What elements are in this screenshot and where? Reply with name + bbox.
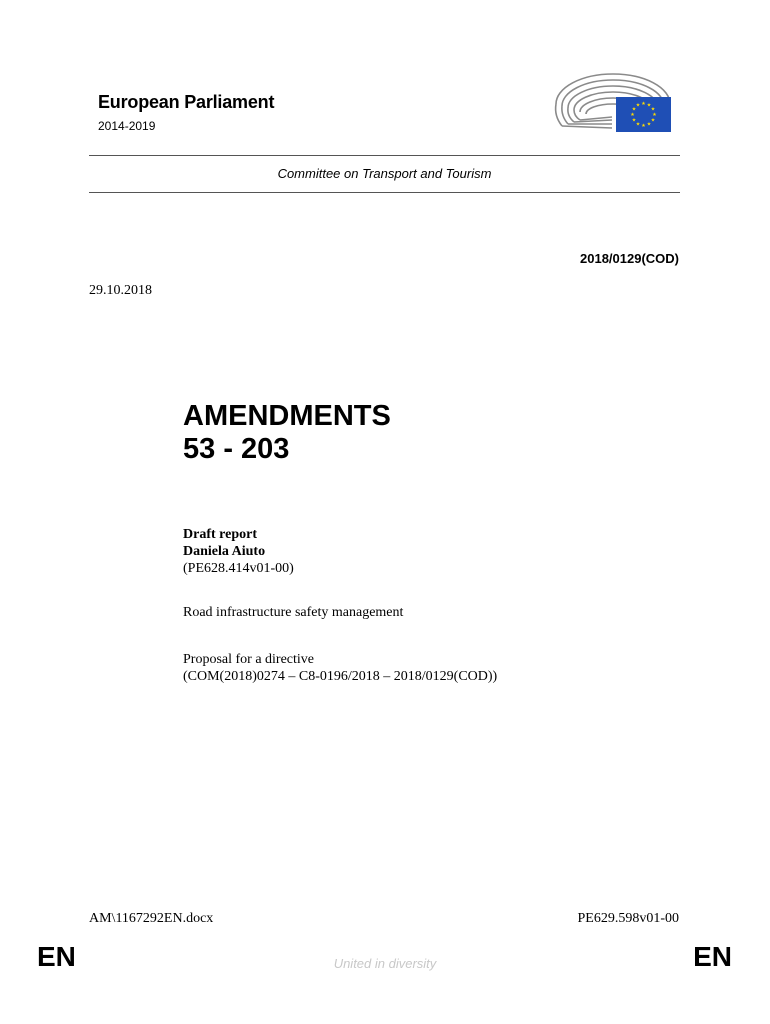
title-line-2: 53 - 203 bbox=[183, 433, 290, 465]
language-code-right: EN bbox=[693, 941, 732, 972]
pe-number: PE629.598v01-00 bbox=[577, 911, 679, 926]
eu-star-icon: ★ bbox=[650, 106, 656, 113]
title-line-1: AMENDMENTS bbox=[183, 400, 391, 432]
report-block bbox=[183, 526, 294, 577]
institution-name: European Parliament bbox=[98, 92, 275, 112]
eu-star-icon: ★ bbox=[646, 121, 652, 128]
pe-reference: (PE628.414v01-00) bbox=[183, 561, 294, 576]
eu-star-icon: ★ bbox=[641, 123, 646, 129]
subject-line: Road infrastructure safety management bbox=[183, 605, 404, 620]
eu-star-icon: ★ bbox=[646, 102, 652, 109]
procedure-reference: 2018/0129(COD) bbox=[580, 251, 679, 266]
european-parliament-logo-icon bbox=[552, 68, 674, 136]
file-reference: AM\1167292EN.docx bbox=[89, 911, 214, 926]
header-rule-top bbox=[89, 155, 680, 156]
motto: United in diversity bbox=[333, 956, 437, 971]
eu-star-icon: ★ bbox=[630, 112, 635, 118]
eu-star-icon: ★ bbox=[635, 121, 641, 128]
parliamentary-term: 2014-2019 bbox=[98, 119, 156, 133]
proposal-block bbox=[183, 651, 497, 685]
committee-name: Committee on Transport and Tourism bbox=[277, 166, 492, 181]
language-code-left: EN bbox=[37, 941, 76, 972]
header-rule-bottom bbox=[89, 192, 680, 193]
proposal-references: (COM(2018)0274 – C8-0196/2018 – 2018/0129(COD)) bbox=[183, 669, 498, 684]
report-type: Draft report bbox=[183, 527, 257, 542]
proposal-type: Proposal for a directive bbox=[183, 652, 315, 667]
document-title bbox=[183, 400, 391, 466]
eu-star-icon: ★ bbox=[641, 101, 646, 107]
eu-star-icon: ★ bbox=[650, 117, 656, 124]
eu-star-icon: ★ bbox=[635, 102, 641, 109]
eu-star-icon: ★ bbox=[652, 112, 657, 118]
document-date: 29.10.2018 bbox=[89, 283, 152, 298]
rapporteur-name: Daniela Aiuto bbox=[183, 544, 266, 559]
eu-star-icon: ★ bbox=[631, 117, 637, 124]
eu-star-icon: ★ bbox=[631, 106, 637, 113]
